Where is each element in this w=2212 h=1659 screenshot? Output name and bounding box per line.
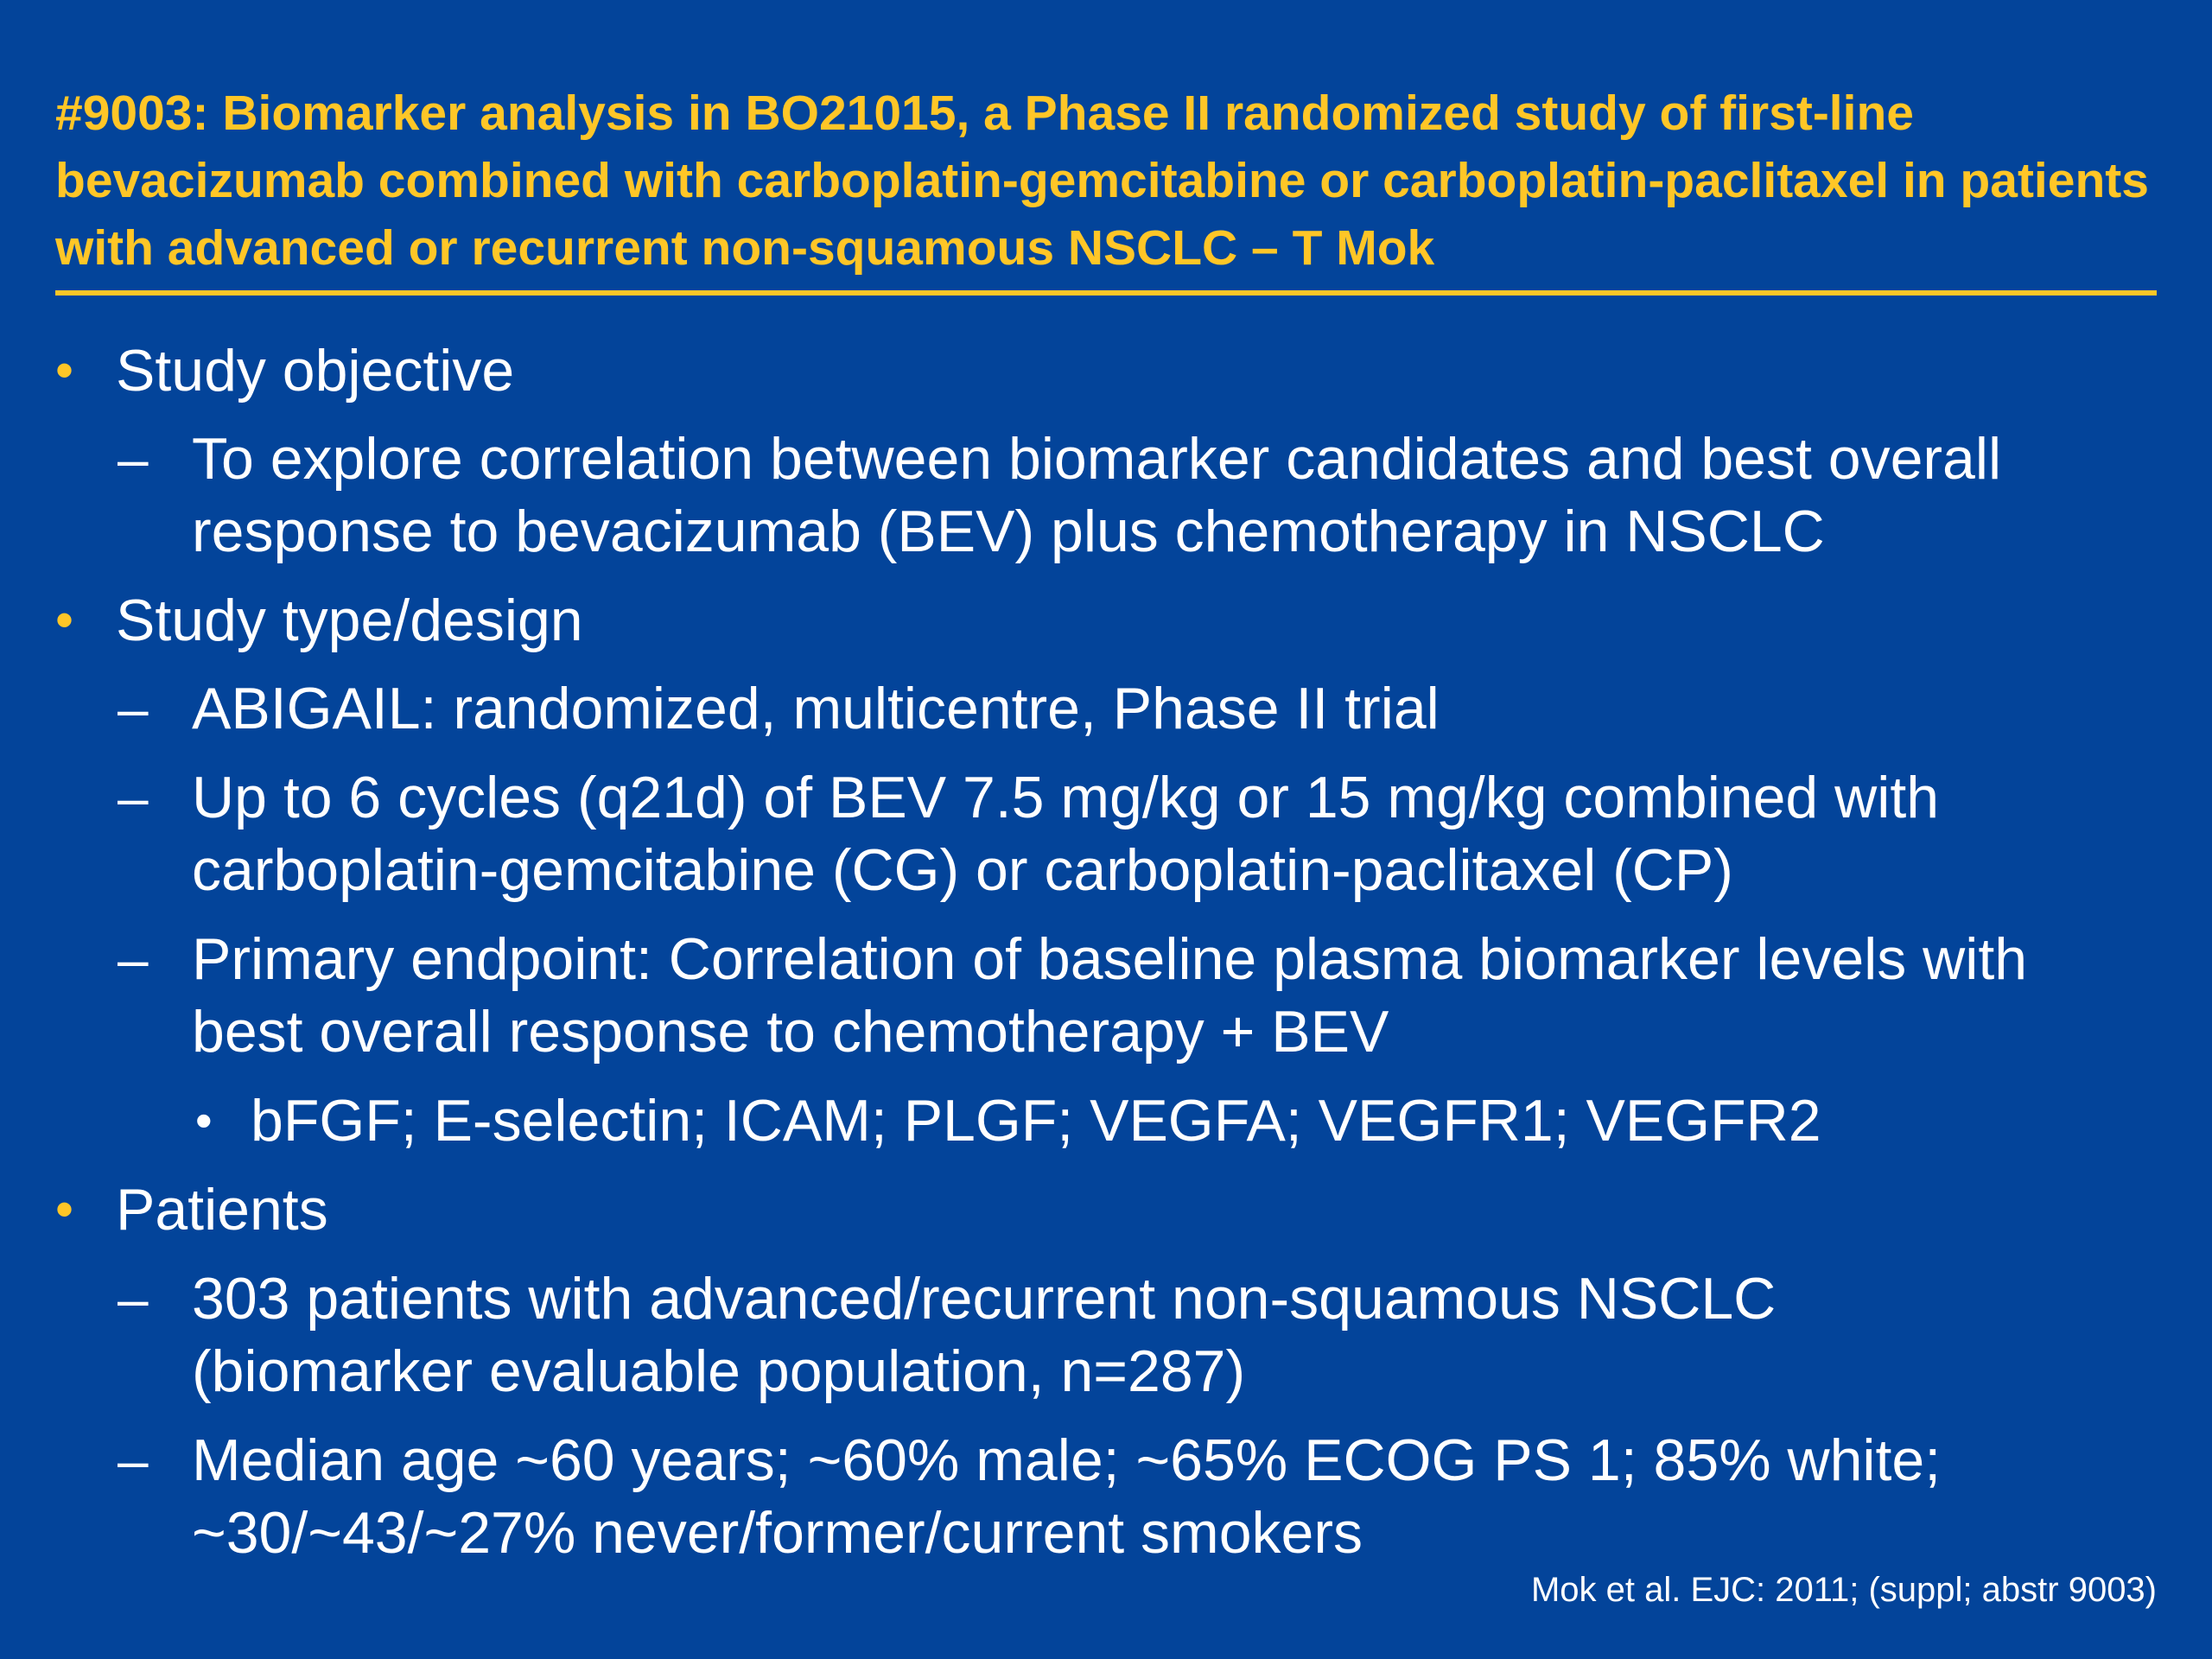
biomarker-list: bFGF; E-selectin; ICAM; PLGF; VEGFA; VEGFR1; VEGFR2 <box>251 1088 1821 1154</box>
patients-item-1-line1: 303 patients with advanced/recurrent non-squamous NSCLC <box>192 1266 1777 1332</box>
patients-heading: Patients <box>116 1177 328 1243</box>
patients-item-1-line2: (biomarker evaluable population, n=287) <box>192 1338 1246 1404</box>
objective-item-line2: response to bevacizumab (BEV) plus chemotherapy in NSCLC <box>192 499 1825 564</box>
bullet-icon: • <box>55 341 74 399</box>
slide-title: #9003: Biomarker analysis in BO21015, a Phase II randomized study of first-line bevacizumab combined with carboplatin-gemcitabine or carboplatin-paclitaxel in patients with advanced or recurrent non-squamous NSCLC – T Mok <box>55 86 2149 276</box>
objective-item-line1: To explore correlation between biomarker candidates and best overall <box>192 426 2002 492</box>
design-item-2-line1: Up to 6 cycles (q21d) of BEV 7.5 mg/kg or 15 mg/kg combined with <box>192 765 1940 830</box>
design-item-2-line2: carboplatin-gemcitabine (CG) or carboplatin-paclitaxel (CP) <box>192 837 1733 903</box>
patients-item-2-line2: ~30/~43/~27% never/former/current smokers <box>192 1500 1363 1566</box>
bullet-icon: • <box>55 1180 74 1238</box>
dash-icon: – <box>118 428 149 490</box>
design-item-3-line2: best overall response to chemotherapy + BEV <box>192 999 1389 1065</box>
design-item-3-line1: Primary endpoint: Correlation of baseline plasma biomarker levels with <box>192 926 2028 992</box>
patients-item-2-line1: Median age ~60 years; ~60% male; ~65% ECOG PS 1; 85% white; <box>192 1427 1942 1493</box>
dash-icon: – <box>118 928 149 990</box>
dash-icon: – <box>118 1429 149 1491</box>
dash-icon: – <box>118 677 149 740</box>
sub-bullet-icon: • <box>195 1093 213 1147</box>
bullet-icon: • <box>55 591 74 649</box>
objective-heading: Study objective <box>116 338 515 404</box>
design-item-1-line1: ABIGAIL: randomized, multicentre, Phase II trial <box>192 676 1440 741</box>
dash-icon: – <box>118 1268 149 1330</box>
design-heading: Study type/design <box>116 588 583 653</box>
citation-footnote: Mok et al. EJC: 2011; (suppl; abstr 9003) <box>1530 1571 2157 1609</box>
dash-icon: – <box>118 766 149 829</box>
